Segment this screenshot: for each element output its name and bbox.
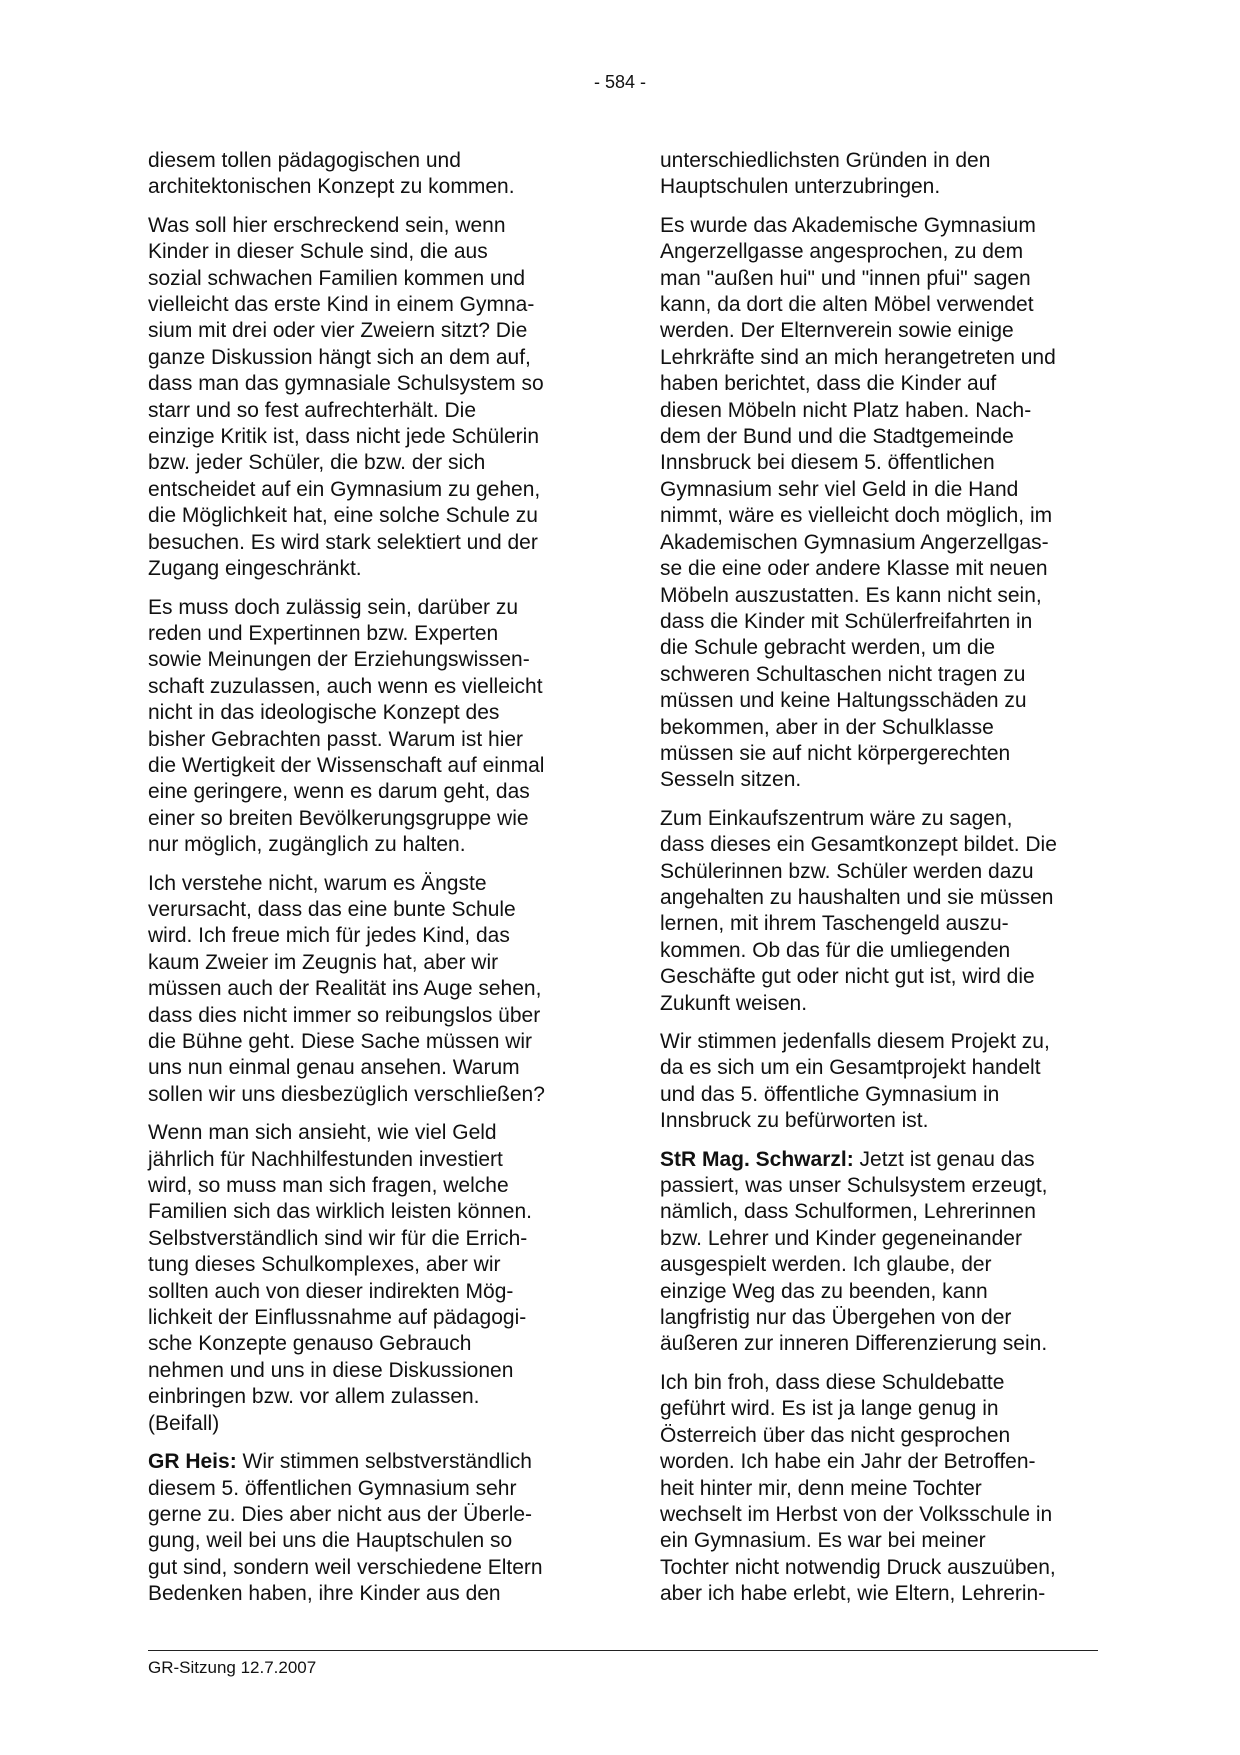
text-line: gung, weil bei uns die Hauptschulen so bbox=[148, 1529, 513, 1553]
text-line: wird. Ich freue mich für jedes Kind, das bbox=[148, 924, 510, 948]
text-line: kann, da dort die alten Möbel verwendet bbox=[660, 293, 1034, 317]
text-line: diesem 5. öffentlichen Gymnasium sehr bbox=[148, 1476, 517, 1500]
text-line: werden. Der Elternverein sowie einige bbox=[660, 319, 1014, 343]
paragraph bbox=[660, 148, 1108, 201]
text-line: Bedenken haben, ihre Kinder aus den bbox=[148, 1582, 501, 1606]
text-line: eine geringere, wenn es darum geht, das bbox=[148, 780, 530, 804]
paragraph bbox=[148, 871, 596, 1109]
text-line: sowie Meinungen der Erziehungswissen- bbox=[148, 648, 530, 672]
text-line: jährlich für Nachhilfestunden investiert bbox=[148, 1147, 503, 1171]
text-line: kaum Zweier im Zeugnis hat, aber wir bbox=[148, 950, 499, 974]
text-line: reden und Expertinnen bzw. Experten bbox=[148, 621, 499, 645]
text-line: passiert, was unser Schulsystem erzeugt, bbox=[660, 1174, 1048, 1198]
text-line: bekommen, aber in der Schulklasse bbox=[660, 715, 994, 739]
text-line: schaft zuzulassen, auch wenn es vielleicht bbox=[148, 674, 543, 698]
text-line: Angerzellgasse angesprochen, zu dem bbox=[660, 240, 1024, 264]
text-line: Kinder in dieser Schule sind, die aus bbox=[148, 240, 488, 264]
text-line: da es sich um ein Gesamtprojekt handelt bbox=[660, 1056, 1041, 1080]
text-line: ausgespielt werden. Ich glaube, der bbox=[660, 1253, 992, 1277]
text-line: heit hinter mir, denn meine Tochter bbox=[660, 1476, 982, 1500]
text-line: Zugang eingeschränkt. bbox=[148, 557, 362, 581]
paragraph bbox=[148, 595, 596, 859]
text-line: äußeren zur inneren Differenzierung sein. bbox=[660, 1332, 1048, 1356]
text-line: Sesseln sitzen. bbox=[660, 768, 802, 792]
text-line: sollten auch von dieser indirekten Mög- bbox=[148, 1279, 514, 1303]
text-line: tung dieses Schulkomplexes, aber wir bbox=[148, 1253, 501, 1277]
text-line: se die eine oder andere Klasse mit neuen bbox=[660, 557, 1048, 581]
text-line: die Schule gebracht werden, um die bbox=[660, 636, 996, 660]
text-line: entscheidet auf ein Gymnasium zu gehen, bbox=[148, 477, 541, 501]
text-line: Ich verstehe nicht, warum es Ängste bbox=[148, 871, 487, 895]
text-line: einzige Kritik ist, dass nicht jede Schülerin bbox=[148, 425, 540, 449]
text-line: gerne zu. Dies aber nicht aus der Überle- bbox=[148, 1502, 533, 1526]
text-line: die Bühne geht. Diese Sache müssen wir bbox=[148, 1030, 533, 1053]
text-line: einer so breiten Bevölkerungsgruppe wie bbox=[148, 806, 529, 830]
text-line: Was soll hier erschreckend sein, wenn bbox=[148, 213, 506, 237]
text-line: verursacht, dass das eine bunte Schule bbox=[148, 897, 516, 921]
text-line: Innsbruck zu befürworten ist. bbox=[660, 1109, 929, 1133]
text-line: vielleicht das erste Kind in einem Gymna- bbox=[148, 293, 535, 317]
text-line: nicht in das ideologische Konzept des bbox=[148, 701, 500, 725]
footer-divider bbox=[148, 1650, 1098, 1651]
speaker-text: Wir stimmen selbstverständlich bbox=[236, 1450, 532, 1474]
paragraph bbox=[660, 1029, 1108, 1135]
text-line: bzw. jeder Schüler, die bzw. der sich bbox=[148, 451, 486, 475]
text-line: Innsbruck bei diesem 5. öffentlichen bbox=[660, 451, 995, 475]
text-line: dass man das gymnasiale Schulsystem so bbox=[148, 372, 544, 396]
paragraph bbox=[148, 1120, 596, 1437]
text-line: sium mit drei oder vier Zweiern sitzt? Die bbox=[148, 319, 528, 343]
text-line: dass die Kinder mit Schülerfreifahrten in bbox=[660, 609, 1033, 633]
text-line: man "außen hui" und "innen pfui" sagen bbox=[660, 266, 1031, 290]
text-line: Zukunft weisen. bbox=[660, 991, 808, 1015]
text-line: ein Gymnasium. Es war bei meiner bbox=[660, 1529, 986, 1553]
speaker-text: Jetzt ist genau das bbox=[853, 1147, 1035, 1171]
text-line: langfristig nur das Übergehen von der bbox=[660, 1306, 1012, 1330]
text-line: dass dies nicht immer so reibungslos über bbox=[148, 1003, 541, 1027]
left-column bbox=[148, 148, 596, 1620]
text-line: kommen. Ob das für die umliegenden bbox=[660, 938, 1011, 962]
text-line: Lehrkräfte sind an mich herangetreten und bbox=[660, 345, 1056, 369]
text-line: gut sind, sondern weil verschiedene Eltern bbox=[148, 1555, 543, 1579]
text-line: architektonischen Konzept zu kommen. bbox=[148, 175, 515, 199]
paragraph bbox=[660, 1370, 1108, 1608]
paragraph bbox=[148, 148, 596, 201]
text-line: Familien sich das wirklich leisten können. bbox=[148, 1200, 532, 1224]
text-line: Ich bin froh, dass diese Schuldebatte bbox=[660, 1370, 1005, 1394]
text-line: Möbeln auszustatten. Es kann nicht sein, bbox=[660, 583, 1042, 607]
text-line: bisher Gebrachten passt. Warum ist hier bbox=[148, 727, 524, 751]
text-line: und das 5. öffentliche Gymnasium in bbox=[660, 1082, 1000, 1106]
text-line bbox=[660, 1147, 1108, 1173]
text-line: Schülerinnen bzw. Schüler werden dazu bbox=[660, 859, 1034, 883]
text-line: lernen, mit ihrem Taschengeld auszu- bbox=[660, 912, 1009, 936]
text-line: worden. Ich habe ein Jahr der Betroffen- bbox=[660, 1450, 1036, 1474]
text-line: Gymnasium sehr viel Geld in die Hand bbox=[660, 477, 1019, 501]
speaker-name: StR Mag. Schwarzl: bbox=[660, 1147, 854, 1171]
text-line: Selbstverständlich sind wir für die Errich- bbox=[148, 1226, 528, 1250]
text-line: diesem tollen pädagogischen und bbox=[148, 149, 461, 172]
text-line: nehmen und uns in diese Diskussionen bbox=[148, 1358, 514, 1382]
text-line: wechselt im Herbst von der Volksschule in bbox=[660, 1502, 1053, 1526]
text-line: geführt wird. Es ist ja lange genug in bbox=[660, 1397, 999, 1421]
text-line: bzw. Lehrer und Kinder gegeneinander bbox=[660, 1226, 1022, 1250]
text-line: wird, so muss man sich fragen, welche bbox=[148, 1174, 509, 1198]
text-line: die Wertigkeit der Wissenschaft auf einmal bbox=[148, 753, 545, 777]
text-line: lichkeit der Einflussnahme auf pädagogi- bbox=[148, 1306, 527, 1330]
text-line: nimmt, wäre es vielleicht doch möglich, im bbox=[660, 504, 1053, 528]
text-line: Hauptschulen unterzubringen. bbox=[660, 175, 941, 199]
text-line bbox=[148, 1449, 596, 1475]
text-line: Tochter nicht notwendig Druck auszuüben, bbox=[660, 1555, 1056, 1579]
paragraph bbox=[148, 1449, 596, 1607]
text-line: uns nun einmal genau ansehen. Warum bbox=[148, 1056, 520, 1080]
text-line: Geschäfte gut oder nicht gut ist, wird die bbox=[660, 965, 1035, 989]
text-line: Es wurde das Akademische Gymnasium bbox=[660, 213, 1036, 237]
text-line: schweren Schultaschen nicht tragen zu bbox=[660, 662, 1026, 686]
text-line: Zum Einkaufszentrum wäre zu sagen, bbox=[660, 806, 1013, 830]
text-line: müssen und keine Haltungsschäden zu bbox=[660, 689, 1027, 713]
text-line: angehalten zu haushalten und sie müssen bbox=[660, 885, 1054, 909]
text-line: müssen sie auf nicht körpergerechten bbox=[660, 741, 1011, 765]
text-line: aber ich habe erlebt, wie Eltern, Lehrerin- bbox=[660, 1582, 1046, 1606]
text-line: (Beifall) bbox=[148, 1411, 220, 1435]
text-line: Akademischen Gymnasium Angerzellgas- bbox=[660, 530, 1049, 554]
text-line: besuchen. Es wird stark selektiert und der bbox=[148, 530, 538, 554]
text-line: einbringen bzw. vor allem zulassen. bbox=[148, 1385, 480, 1409]
text-line: sozial schwachen Familien kommen und bbox=[148, 266, 526, 290]
paragraph bbox=[660, 806, 1108, 1017]
text-line: nur möglich, zugänglich zu halten. bbox=[148, 833, 466, 857]
text-line: Es muss doch zulässig sein, darüber zu bbox=[148, 595, 519, 619]
text-line: Österreich über das nicht gesprochen bbox=[660, 1423, 1011, 1447]
page-number: - 584 - bbox=[593, 72, 647, 92]
text-line: Wenn man sich ansieht, wie viel Geld bbox=[148, 1121, 497, 1145]
paragraph bbox=[660, 1147, 1108, 1358]
paragraph bbox=[660, 213, 1108, 794]
text-line: Wir stimmen jedenfalls diesem Projekt zu, bbox=[660, 1030, 1050, 1053]
text-line: starr und so fest aufrechterhält. Die bbox=[148, 398, 476, 422]
right-column bbox=[660, 148, 1108, 1620]
paragraph bbox=[148, 213, 596, 583]
text-line: dass dieses ein Gesamtkonzept bildet. Die bbox=[660, 833, 1057, 857]
text-line: unterschiedlichsten Gründen in den bbox=[660, 149, 991, 172]
speaker-name: GR Heis: bbox=[148, 1450, 237, 1474]
footer-session-date: GR-Sitzung 12.7.2007 bbox=[148, 1658, 317, 1677]
text-line: haben berichtet, dass die Kinder auf bbox=[660, 372, 997, 396]
text-line: sollen wir uns diesbezüglich verschließen? bbox=[148, 1082, 545, 1106]
text-line: die Möglichkeit hat, eine solche Schule zu bbox=[148, 504, 538, 528]
text-line: müssen auch der Realität ins Auge sehen, bbox=[148, 977, 542, 1001]
text-line: diesen Möbeln nicht Platz haben. Nach- bbox=[660, 398, 1032, 422]
text-line: dem der Bund und die Stadtgemeinde bbox=[660, 425, 1014, 449]
text-line: einzige Weg das zu beenden, kann bbox=[660, 1279, 988, 1303]
text-line: nämlich, dass Schulformen, Lehrerinnen bbox=[660, 1200, 1036, 1224]
text-line: ganze Diskussion hängt sich an dem auf, bbox=[148, 345, 531, 369]
text-line: sche Konzepte genauso Gebrauch bbox=[148, 1332, 472, 1356]
